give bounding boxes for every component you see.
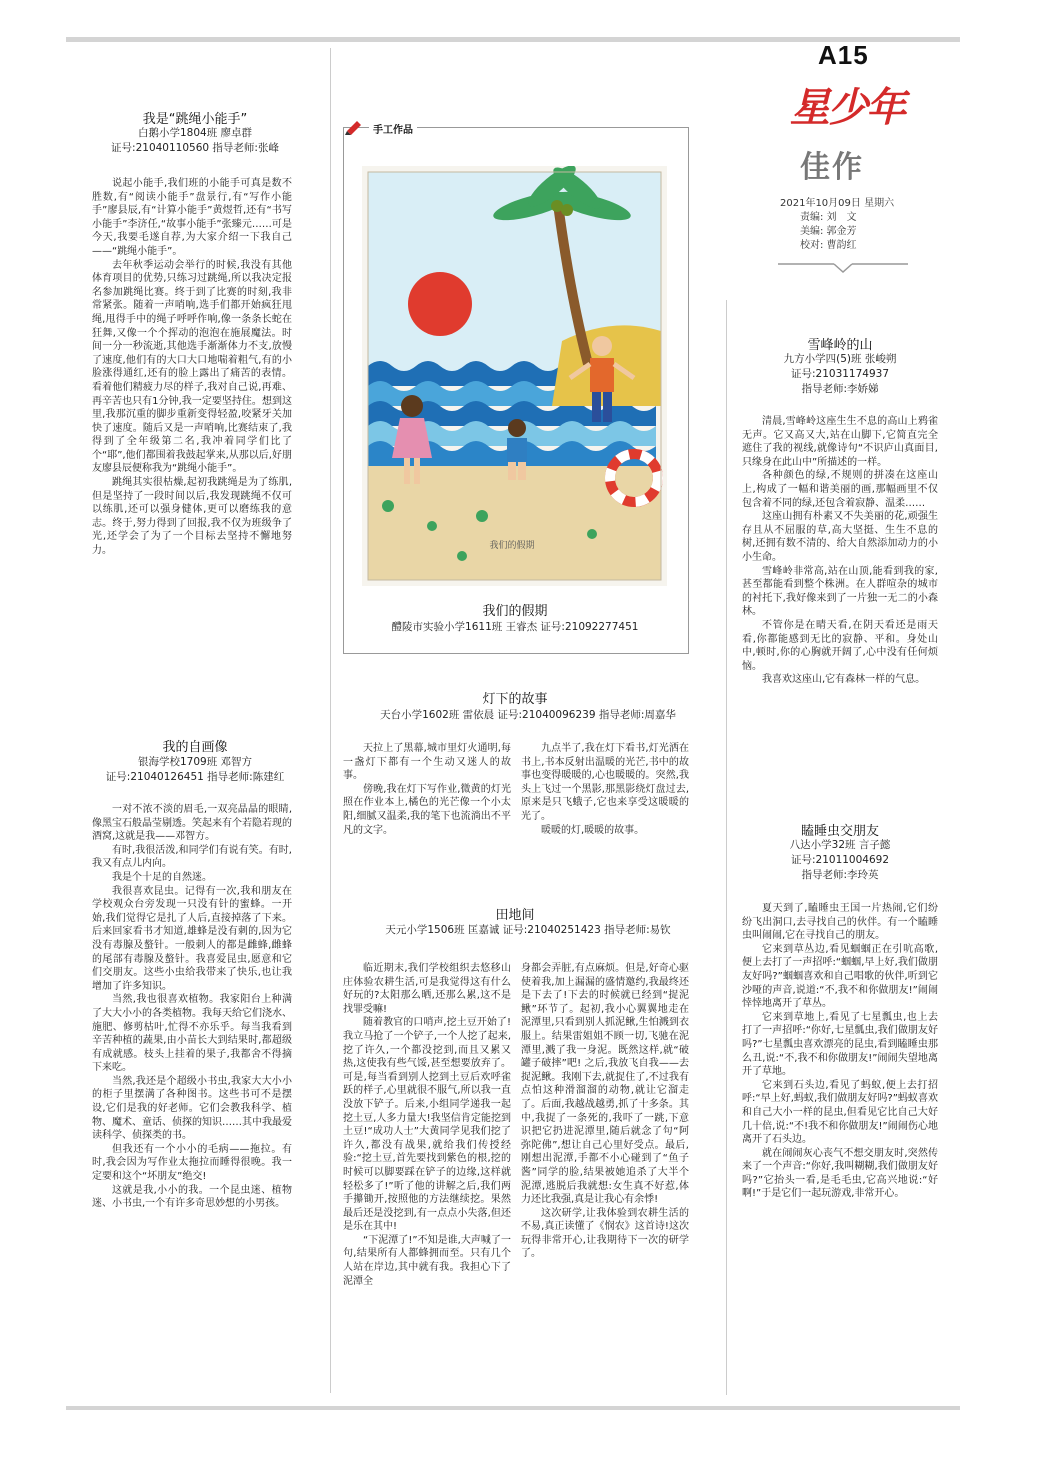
masthead-meta (780, 197, 910, 253)
paragraph: 天拉上了黑幕,城市里灯火通明,每一盏灯下都有一个生动又迷人的故事。 (343, 743, 511, 782)
article-title: 瞌睡虫交朋友 (800, 824, 879, 839)
artwork-image (362, 166, 667, 586)
article-cert: 证号:21011004692 (790, 854, 890, 866)
paragraph: 它来到草丛边,看见蝈蝈正在引吭高歌,便上去打了一声招呼:“蝈蝈,早上好,我们做朋友好吗?”蝈蝈喜欢和自己唱歌的伙伴,听到它沙哑的声音,说道:“不,我不和你做朋友!”闹闹悻悻地离开了草丛。 (742, 943, 938, 1010)
article-body (742, 902, 938, 1201)
article-body (92, 803, 292, 1211)
paragraph: 身都会弄脏,有点麻烦。但是,好奇心驱使着我,加上漏漏的盛情邀约,我最终还是下去了!下去的时候就已经到“捉泥鳅”环节了。起初,我小心翼翼地走在泥潭里,只看到别人抓泥鳅,生怕溅到衣服上。结果雷姐姐不顾一切,飞驰在泥潭里,溅了我一身泥。既然这样,就“破罐子破摔”吧! 之后,我放飞自我——去捉泥鳅。我刚下去,就捉住了,不过我有点怕这种滑溜溜的动物,就让它溜走了。后面,我越战越勇,抓了十多条。其中,我捉了一条死的,我吓了一跳,下意识把它扔进泥潭里,随后就念了句“阿弥陀佛”,想让自己心里好受点。最后,刚想出泥潭,手都不小心碰到了“鱼子酱”同学的脸,结果被她追杀了大半个泥潭,逃脱后我就想:女生真不好惹,体力还比我强,真是让我心有余悸! (521, 963, 689, 1206)
article-body-left (343, 742, 511, 837)
article-body-right (521, 742, 689, 837)
paragraph: 临近期末,我们学校组织去悠移山庄体验农耕生活,可是我觉得这有什么好玩的?太阳那么晒,还那么累,这不是找罪受嘛! (343, 963, 511, 1015)
article-byline: 天台小学1602班 雷依晨 证号:21040096239 指导老师:周嘉华 (380, 709, 676, 721)
paragraph: 当然,我也很喜欢植物。我家阳台上种满了大大小小的各类植物。我每天给它们浇水、施肥、修剪枯叶,忙得不亦乐乎。每当我看到辛苦种植的蔬果,由小苗长大到结果时,都超级有成就感。枝头上挂着的果子,我都舍不得摘下来吃。 (92, 994, 292, 1074)
paragraph: 这就是我,小小的我。一个昆虫迷、植物迷、小书虫,一个有许多奇思妙想的小男孩。 (92, 1184, 292, 1210)
article-body-left (343, 962, 511, 1288)
paragraph: 各种颜色的绿,不规则的拼凑在这座山上,构成了一幅和谐美丽的画,那幅画里不仅包含着不同的绿,还包含着寂静、温柔…… (742, 470, 938, 509)
paragraph: 去年秋季运动会举行的时候,我没有其他体育项目的优势,只练习过跳绳,所以我决定报名参加跳绳比赛。终于到了比赛的时刻,我非常紧张。随着一声哨响,选手们都开始疯狂甩绳,甩得手中的绳子呼呼作响,像一条条长蛇在狂舞,又像一个个挥动的泡泡在施展魔法。时间一分一秒流逝,其他选手渐渐体力不支,放慢了速度,他们有的大口大口地喘着粗气,有的小脸涨得通红,还有的脸上露出了痛苦的表情。看着他们精疲力尽的样子,我对自己说,再难、再辛苦也只有1分钟,我一定要坚持住。想到这里,我那沉重的脚步重新变得轻盈,咬紧牙关加快了速度。随后又是一声哨响,比赛结束了,我得到了全年级第二名,我冲着同学们比了个“耶”,他们都围着我鼓起掌来,从那以后,好朋友廖县辰便称我为“跳绳小能手”。 (92, 259, 292, 475)
paragraph: 我是个十足的自然迷。 (112, 871, 212, 883)
paragraph: 我喜欢这座山,它有森林一样的气息。 (762, 674, 926, 686)
article-cert: 证号:21031174937 (790, 368, 890, 380)
bottom-rule (66, 1406, 960, 1410)
paragraph: 夏天到了,瞌睡虫王国一片热闹,它们纷纷飞出洞口,去寻找自己的伙伴。有一个瞌睡虫叫闹闹,它在寻找自己的朋友。 (742, 903, 938, 942)
article-title: 灯下的故事 (482, 692, 548, 707)
paragraph: 但我还有一个小小的毛病——拖拉。有时,我会因为写作业太拖拉而睡得很晚。我一定要和这个“坏朋友”绝交! (92, 1143, 292, 1183)
paragraph: 清晨,雪峰岭这座生生不息的高山上鸦雀无声。它又高又大,站在山脚下,它简直完全遮住了我的视线,就像诗句“不识庐山真面目,只缘身在此山中”所描述的一样。 (742, 416, 938, 468)
paragraph: 傍晚,我在灯下写作业,微黄的灯光照在作业本上,橘色的光芒像一个小太阳,细腻又温柔,我的笔下也流淌出不平凡的文字。 (343, 783, 511, 836)
masthead-chevron-divider (778, 262, 908, 274)
logo-text: 星少年 (790, 85, 904, 131)
article-school: 白鹅小学1804班 廖卓群 (137, 127, 253, 139)
article-school: 银海学校1709班 邓智方 (137, 756, 253, 768)
paragraph: 这次研学,让我体验到农耕生活的不易,真正读懂了《悯农》这首诗!这次玩得非常开心,让我期待下一次的研学了。 (521, 1207, 689, 1260)
article-school: 九方小学四(5)班 张峻朔 (783, 353, 897, 365)
article-title: 雪峰岭的山 (807, 338, 873, 353)
paragraph: “下泥潭了!”不知是谁,大声喊了一句,结果所有人都蜂拥而至。只有几个人站在岸边,其中就有我。我担心下了泥潭全 (343, 1234, 511, 1287)
article-body-right (521, 962, 689, 1261)
article-body (742, 415, 938, 687)
paragraph: 这座山拥有朴素又不失美丽的花,顽强生存且从不屈服的草,高大坚挺、生生不息的树,还拥有数不清的、给大自然添加动力的小小生命。 (742, 511, 938, 563)
artwork-byline: 醴陵市实验小学1611班 王睿杰 证号:21092277451 (391, 621, 639, 633)
article-teacher: 指导老师:李娇娣 (801, 383, 879, 395)
article-cert: 证号:21040126451 指导老师:陈建红 (105, 771, 285, 783)
article-byline: 天元小学1506班 匡嘉诚 证号:21040251423 指导老师:易钦 (385, 924, 671, 936)
artwork-caption: 我们的假期 (489, 541, 535, 551)
paragraph: 它来到石头边,看见了蚂蚁,便上去打招呼:“早上好,蚂蚁,我们做朋友好吗?”蚂蚁喜欢和自己大小一样的昆虫,但看见它比自己大好几十倍,说:“不!我不和你做朋友!”闹闹伤心地离开了石头边。 (742, 1079, 938, 1146)
article-body (92, 177, 292, 558)
paragraph: 当然,我还是个超级小书虫,我家大大小小的柜子里摆满了各种图书。这些书可不是摆设,它们是我的好老师。它们会教我科学、植物、魔术、童话、侦探的知识……其中我最爱读科学、侦探类的书。 (92, 1075, 292, 1142)
paragraph: 雪峰岭非常高,站在山顶,能看到我的家,甚至都能看到整个株洲。在人群喧杂的城市的衬托下,我好像来到了一片独一无二的小森林。 (742, 565, 938, 618)
brand-logo (790, 76, 910, 130)
paragraph: 随着教官的口哨声,挖土豆开始了!我立马抢了一个铲子,一个人挖了起来,挖了许久,一个都没挖到,而且又累又热,这使我有些气馁,甚至想要放弃了。可是,每当看到别人挖到土豆后欢呼雀跃的样子,心里就很不服气,所以我一直没放下铲子。后来,小组同学递我一起挖土豆,人多力量大!我坚信肯定能挖到土豆!“成功人士”大黄同学见我们挖了许久,都没有战果,就给我们传授经验:“挖土豆,首先要找到紫色的根,挖的时候可以脚要踩在铲子的边缘,这样就轻松多了!”听了他的讲解之后,我们两手攥锄开,按照他的方法继续挖。果然最后还是没挖到,有一点点小失落,但还是乐在其中! (343, 1017, 511, 1233)
paragraph: 就在闹闹灰心丧气不想交朋友时,突然传来了一个声音:“你好,我叫糊糊,我们做朋友好吗?”它抬头一看,是毛毛虫,它高兴地说:“好啊!”于是它们一起玩游戏,非常开心。 (742, 1147, 938, 1200)
pencil-icon (343, 117, 367, 135)
section-title: 佳作 (800, 150, 864, 185)
article-teacher: 指导老师:李玲英 (801, 869, 879, 881)
designer-credit: 美编: 郭金芳 (800, 226, 857, 237)
issue-date: 2021年10月09日 星期六 (780, 198, 895, 209)
article-title: 田地间 (495, 908, 535, 923)
artwork-title: 我们的假期 (482, 604, 548, 619)
paragraph: 有时,我很活泼,和同学们有说有笑。有时,我又有点儿内向。 (92, 844, 292, 870)
article-title: 我是“跳绳小能手” (142, 112, 248, 127)
paragraph: 暖暖的灯,暖暖的故事。 (541, 824, 645, 836)
paragraph: 跳绳其实很枯燥,起初我跳绳是为了练肌,但是坚持了一段时间以后,我发现跳绳不仅可以练肌,还可以强身健体,更可以磨练我的意志。终于,努力得到了回报,我不仅为班级争了光,还学会了为了一个目标去坚持不懈地努力。 (92, 477, 292, 557)
paragraph: 不管你是在晴天看,在阴天看还是雨天看,你都能感到无比的寂静、平和。身处山中,顿时,你的心胸就开阔了,心中没有任何烦恼。 (742, 619, 938, 672)
article-school: 八达小学32班 言子懿 (789, 839, 891, 851)
paragraph: 说起小能手,我们班的小能手可真是数不胜数,有“阅读小能手”盘景行,有“写作小能手”廖县辰,有“计算小能手”黄煜哲,还有“书写小能手”李济任,“故事小能手”张臻元……可是今天,我要毛遂自荐,为大家介绍一下我自己——“跳绳小能手”。 (92, 178, 292, 257)
paragraph: 它来到草地上,看见了七星瓢虫,也上去打了一声招呼:“你好,七星瓢虫,我们做朋友好吗?”七星瓢虫喜欢漂亮的昆虫,看到瞌睡虫那么丑,说:“不,我不和你做朋友!”闹闹失望地离开了草地。 (742, 1011, 938, 1078)
paragraph: 我很喜欢昆虫。记得有一次,我和朋友在学校观众台旁发现一只没有针的蜜蜂。一开始,我们觉得它是扎了人后,直接掉落了下来。后来回家看书才知道,雄蜂是没有刺的,因为它没有毒腺及螯针。一般刺人的都是雌蜂,雌蜂的尾部有毒腺及螯针。我喜爱昆虫,愿意和它们交朋友。这些小虫给我带来了快乐,也让我增加了许多知识。 (92, 885, 292, 992)
column-divider (726, 300, 727, 1395)
paragraph: 一对不浓不淡的眉毛,一双亮晶晶的眼睛,像黑宝石般晶莹剔透。笑起来有个若隐若现的酒窝,这就是我——邓智方。 (92, 804, 292, 843)
artwork-tag: 手工作品 (369, 121, 417, 136)
proof-credit: 校对: 曹韵红 (800, 240, 857, 251)
article-title: 我的自画像 (162, 740, 228, 755)
paragraph: 九点半了,我在灯下看书,灯光洒在书上,书本反射出温暖的光芒,书中的故事也变得暖暖的,心也暖暖的。突然,我头上飞过一个黑影,那黑影绕灯盘过去,原来是只飞蛾子,它也来享受这暖暖的光了。 (521, 743, 689, 822)
page-number: A15 (818, 40, 869, 70)
editor-credit: 责编: 刘 文 (800, 212, 857, 223)
article-cert: 证号:21040110560 指导老师:张峰 (111, 142, 279, 154)
